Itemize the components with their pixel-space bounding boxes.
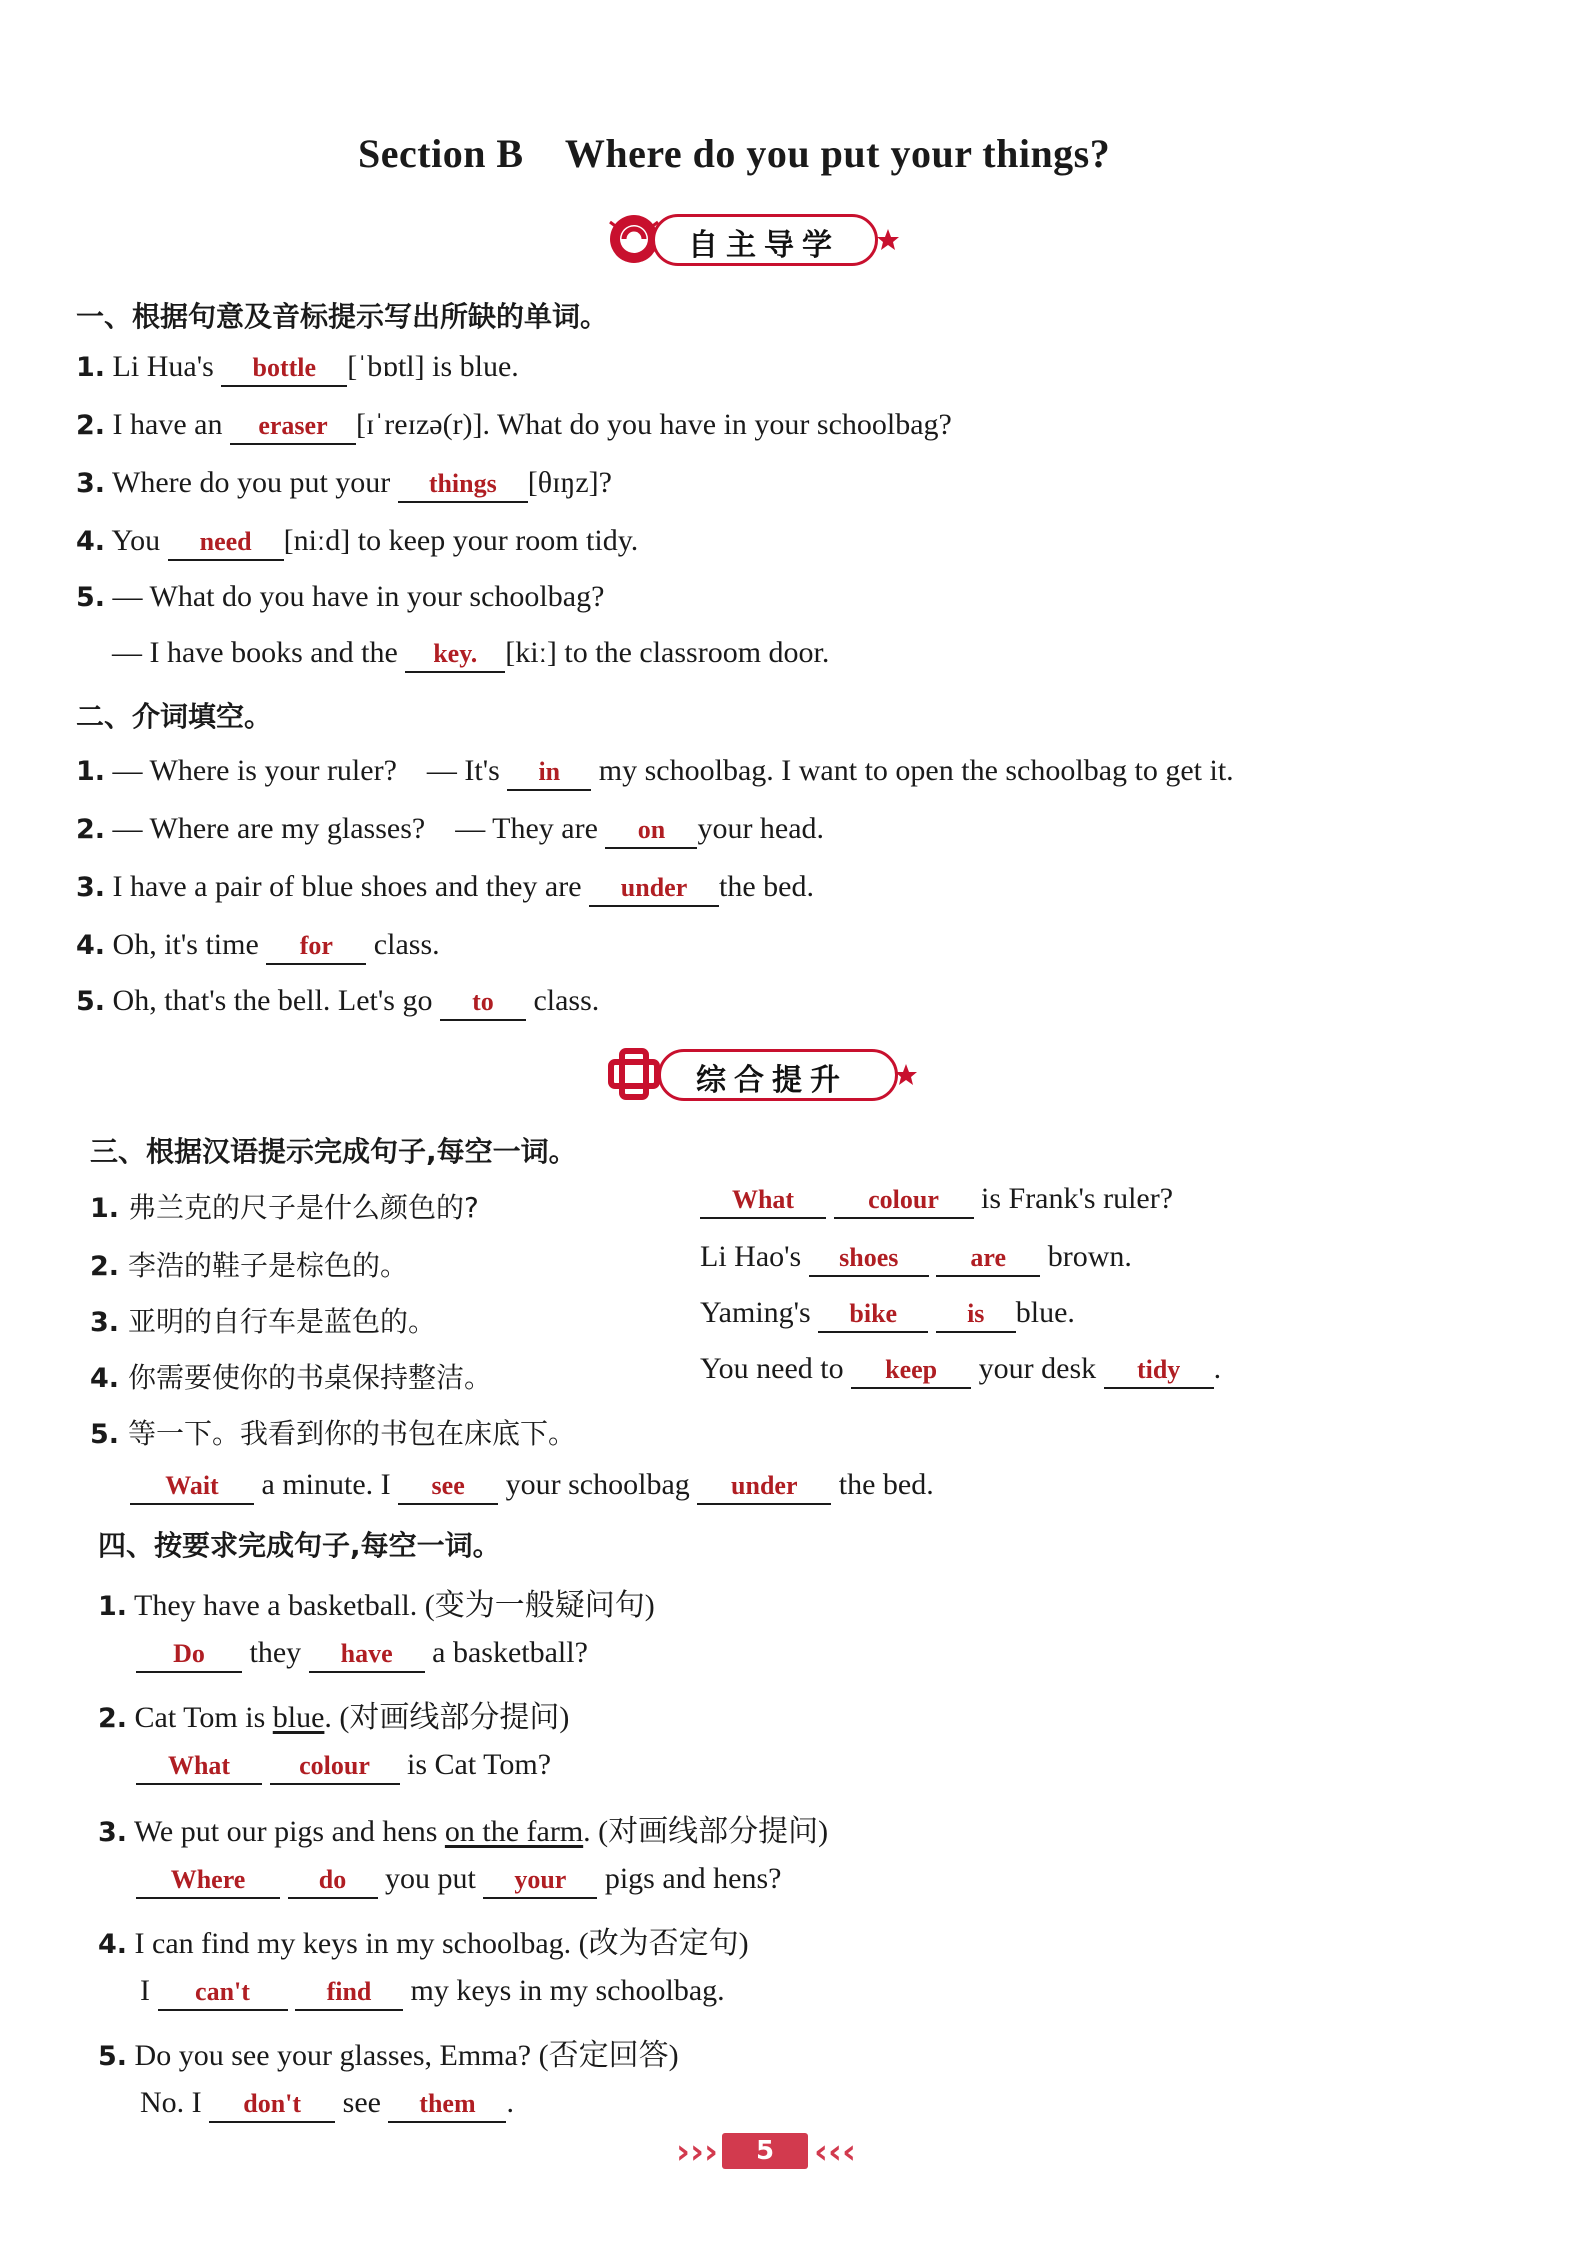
p4-item-3-a: Where do you put your pigs and hens? — [136, 1862, 781, 1899]
p3-item-5-en: Wait a minute. I see your schoolbag under the bed. — [130, 1468, 934, 1505]
page-number: 5 — [722, 2133, 808, 2169]
part1-heading: 一、根据句意及音标提示写出所缺的单词。 — [76, 300, 609, 333]
star-icon — [876, 228, 900, 252]
p3-item-1-en: What colour is Frank's ruler? — [700, 1182, 1173, 1219]
p1-item-5: 5. — What do you have in your schoolbag? — [76, 580, 605, 613]
banner-label: 自主导学 — [688, 228, 840, 263]
part2-heading: 二、介词填空。 — [76, 700, 273, 733]
answer-blank[interactable]: your — [483, 1863, 597, 1899]
p2-item-5: 5. Oh, that's the bell. Let's go to class. — [76, 984, 599, 1021]
p1-item-4: 4. You need [niːd] to keep your room tidy. — [76, 524, 638, 561]
answer-blank[interactable]: in — [507, 755, 591, 791]
page-title: Section B Where do you put your things? — [358, 131, 1111, 176]
p3-item-4-en: You need to keep your desk tidy . — [700, 1352, 1221, 1389]
chevron-right-icon: ››› — [676, 2132, 719, 2172]
answer-blank[interactable]: do — [288, 1863, 378, 1899]
p4-item-1-a: Do they have a basketball? — [136, 1636, 588, 1673]
answer-blank[interactable]: Wait — [130, 1469, 254, 1505]
answer-blank[interactable]: tidy — [1104, 1353, 1214, 1389]
answer-blank[interactable]: to — [440, 985, 526, 1021]
p1-item-2: 2. I have an eraser [ɪˈreɪzə(r)]. What do you have in your schoolbag? — [76, 408, 952, 445]
star-icon — [894, 1063, 918, 1087]
p4-item-4-q: 4. I can find my keys in my schoolbag. (改为否定句) — [98, 1927, 749, 1960]
p4-item-4-a: I can't find my keys in my schoolbag. — [140, 1974, 725, 2011]
p4-item-2-q: 2. Cat Tom is blue. (对画线部分提问) — [98, 1701, 570, 1734]
answer-blank[interactable]: colour — [834, 1183, 974, 1219]
p2-item-1: 1. — Where is your ruler? — It's in my schoolbag. I want to open the schoolbag to get it. — [76, 754, 1234, 791]
p3-item-3-en: Yaming's bike is blue. — [700, 1296, 1075, 1333]
answer-blank[interactable]: on — [605, 813, 697, 849]
answer-blank[interactable]: What — [700, 1183, 826, 1219]
answer-blank[interactable]: What — [136, 1749, 262, 1785]
p1-item-5b: — I have books and the key. [kiː] to the classroom door. — [112, 636, 829, 673]
answer-blank[interactable]: under — [697, 1469, 831, 1505]
answer-blank[interactable]: keep — [851, 1353, 971, 1389]
p3-item-1-zh: 1. 弗兰克的尺子是什么颜色的? — [90, 1191, 479, 1224]
answer-blank[interactable]: Where — [136, 1863, 280, 1899]
p2-item-2: 2. — Where are my glasses? — They are on your head. — [76, 812, 824, 849]
p3-item-4-zh: 4. 你需要使你的书桌保持整洁。 — [90, 1361, 492, 1394]
answer-blank[interactable]: bike — [818, 1297, 928, 1333]
section-banner-comprehensive — [596, 1043, 916, 1105]
p2-item-4: 4. Oh, it's time for class. — [76, 928, 440, 965]
answer-blank[interactable]: under — [589, 871, 719, 907]
answer-blank[interactable]: things — [398, 467, 528, 503]
p2-item-3: 3. I have a pair of blue shoes and they are under the bed. — [76, 870, 814, 907]
answer-blank[interactable]: need — [168, 525, 284, 561]
answer-blank[interactable]: find — [295, 1975, 403, 2011]
part4-heading: 四、按要求完成句子,每空一词。 — [98, 1529, 501, 1562]
answer-blank[interactable]: is — [936, 1297, 1016, 1333]
answer-blank[interactable]: have — [309, 1637, 425, 1673]
answer-blank[interactable]: are — [936, 1241, 1040, 1277]
p4-item-2-a: What colour is Cat Tom? — [136, 1748, 551, 1785]
chevron-left-icon: ‹‹‹ — [814, 2132, 857, 2172]
p4-item-5-a: No. I don't see them . — [140, 2086, 514, 2123]
p3-item-5-zh: 5. 等一下。我看到你的书包在床底下。 — [90, 1417, 576, 1450]
answer-blank[interactable]: bottle — [221, 351, 347, 387]
answer-blank[interactable]: can't — [158, 1975, 288, 2011]
p4-item-5-q: 5. Do you see your glasses, Emma? (否定回答) — [98, 2039, 679, 2072]
answer-blank[interactable]: see — [398, 1469, 498, 1505]
answer-blank[interactable]: them — [388, 2087, 506, 2123]
answer-blank[interactable]: shoes — [809, 1241, 929, 1277]
section-banner-self-study — [596, 208, 896, 270]
answer-blank[interactable]: don't — [209, 2087, 335, 2123]
p3-item-2-zh: 2. 李浩的鞋子是棕色的。 — [90, 1249, 408, 1282]
p3-item-3-zh: 3. 亚明的自行车是蓝色的。 — [90, 1305, 436, 1338]
answer-blank[interactable]: key. — [405, 637, 505, 673]
p3-item-2-en: Li Hao's shoes are brown. — [700, 1240, 1132, 1277]
answer-blank[interactable]: Do — [136, 1637, 242, 1673]
p1-item-1: 1. Li Hua's bottle [ˈbɒtl] is blue. — [76, 350, 519, 387]
part3-heading: 三、根据汉语提示完成句子,每空一词。 — [90, 1135, 577, 1168]
answer-blank[interactable]: eraser — [230, 409, 356, 445]
p1-item-3: 3. Where do you put your things [θɪŋz]? — [76, 466, 612, 503]
answer-blank[interactable]: for — [266, 929, 366, 965]
p4-item-1-q: 1. They have a basketball. (变为一般疑问句) — [98, 1589, 655, 1622]
p4-item-3-q: 3. We put our pigs and hens on the farm. (对画线部分提问) — [98, 1815, 829, 1848]
answer-blank[interactable]: colour — [270, 1749, 400, 1785]
banner-label: 综合提升 — [696, 1063, 848, 1098]
